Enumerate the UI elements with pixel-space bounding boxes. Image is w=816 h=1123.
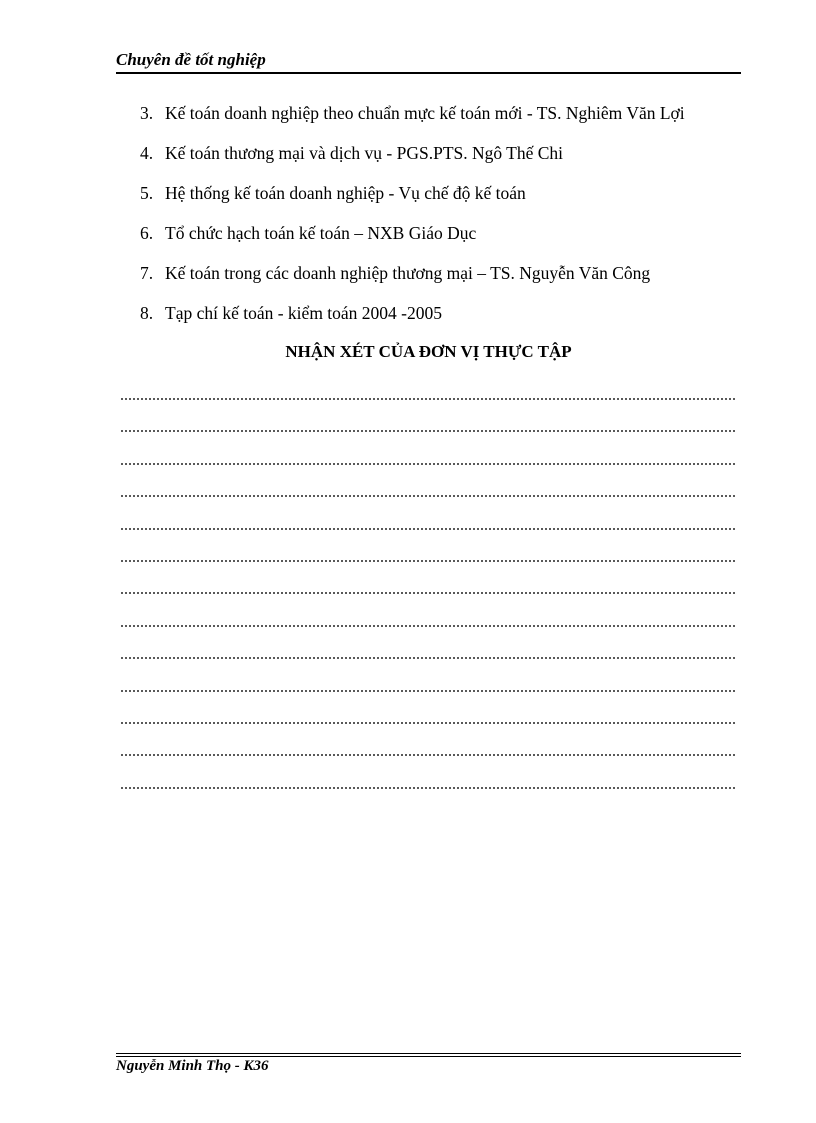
dotted-line — [120, 423, 737, 455]
comment-area — [120, 391, 737, 812]
dotted-line — [120, 456, 737, 488]
reference-item — [140, 220, 740, 260]
dotted-line — [120, 585, 737, 617]
reference-item — [140, 260, 740, 300]
footer-author: Nguyễn Minh Thọ - K36 — [116, 1058, 269, 1074]
reference-text: Tạp chí kế toán - kiểm toán 2004 -2005 — [165, 303, 443, 323]
reference-item — [140, 180, 740, 220]
reference-item — [140, 300, 740, 340]
dotted-line — [120, 747, 737, 779]
dotted-line — [120, 650, 737, 682]
reference-list — [140, 100, 740, 340]
reference-number: 7. — [140, 263, 154, 283]
dotted-line — [120, 780, 737, 812]
dotted-line — [120, 683, 737, 715]
reference-item — [140, 140, 740, 180]
reference-text: Tổ chức hạch toán kế toán – NXB Giáo Dục — [165, 223, 477, 243]
section-title: NHẬN XÉT CỦA ĐƠN VỊ THỰC TẬP — [285, 342, 572, 361]
reference-item — [140, 100, 740, 140]
header-title: Chuyên đề tốt nghiệp — [116, 50, 266, 69]
reference-text: Kế toán thương mại và dịch vụ - PGS.PTS. Ngô Thế Chi — [165, 143, 564, 163]
reference-number: 3. — [140, 103, 154, 123]
page-header — [116, 48, 741, 74]
dotted-line — [120, 488, 737, 520]
footer-rule — [116, 1053, 741, 1054]
reference-number: 6. — [140, 223, 154, 243]
reference-text: Kế toán doanh nghiệp theo chuẩn mực kế toán mới - TS. Nghiêm Văn Lợi — [165, 103, 685, 123]
dotted-line — [120, 521, 737, 553]
reference-number: 8. — [140, 303, 154, 323]
reference-number: 5. — [140, 183, 154, 203]
reference-text: Hệ thống kế toán doanh nghiệp - Vụ chế độ kế toán — [165, 183, 526, 203]
reference-number: 4. — [140, 143, 154, 163]
reference-text: Kế toán trong các doanh nghiệp thương mại – TS. Nguyễn Văn Công — [165, 263, 651, 283]
footer-rule — [116, 1056, 741, 1057]
dotted-line — [120, 553, 737, 585]
dotted-line — [120, 715, 737, 747]
dotted-line — [120, 618, 737, 650]
dotted-line — [120, 391, 737, 423]
